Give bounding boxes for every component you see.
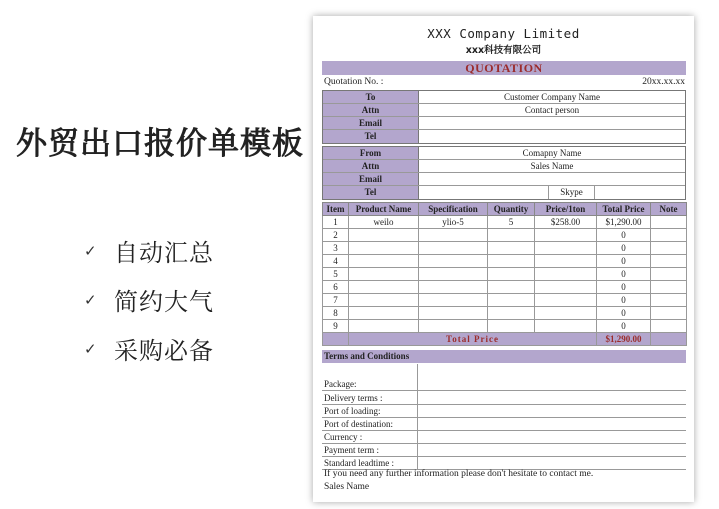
to-row — [323, 104, 685, 117]
table-cell[interactable]: ylio-5 — [419, 216, 488, 229]
terms-table — [322, 364, 686, 470]
table-cell[interactable] — [651, 268, 687, 281]
table-cell[interactable] — [488, 307, 535, 320]
table-cell[interactable] — [488, 242, 535, 255]
terms-label: Package: — [322, 364, 417, 390]
table-cell[interactable] — [651, 255, 687, 268]
feature-text: 简约大气 — [114, 288, 214, 316]
table-row — [323, 242, 687, 255]
to-row — [323, 91, 685, 104]
table-row — [323, 268, 687, 281]
table-cell[interactable] — [419, 268, 488, 281]
table-cell[interactable] — [488, 268, 535, 281]
field-label: To — [323, 91, 419, 103]
table-cell[interactable] — [419, 281, 488, 294]
to-row — [323, 130, 685, 143]
column-header: Item — [323, 203, 349, 216]
table-cell[interactable] — [488, 255, 535, 268]
field-label: Tel — [323, 186, 419, 199]
from-row — [323, 147, 685, 160]
quotation-date: 20xx.xx.xx — [642, 77, 685, 87]
table-cell[interactable]: 7 — [323, 294, 349, 307]
table-cell[interactable] — [419, 307, 488, 320]
terms-label: Port of destination: — [322, 417, 417, 430]
feature-text: 采购必备 — [114, 337, 214, 365]
field-value[interactable] — [419, 130, 685, 143]
table-cell[interactable] — [349, 229, 419, 242]
table-cell[interactable]: 0 — [597, 242, 651, 255]
column-header: Note — [651, 203, 687, 216]
from-row — [323, 160, 685, 173]
table-cell[interactable] — [419, 294, 488, 307]
table-cell[interactable]: 0 — [597, 281, 651, 294]
field-value[interactable] — [419, 173, 685, 185]
column-header: Product Name — [349, 203, 419, 216]
table-cell[interactable] — [651, 242, 687, 255]
terms-value[interactable] — [417, 456, 686, 469]
total-spacer — [323, 333, 349, 346]
table-cell[interactable]: 5 — [488, 216, 535, 229]
table-cell[interactable]: 4 — [323, 255, 349, 268]
table-cell[interactable] — [651, 307, 687, 320]
table-row — [323, 320, 687, 333]
terms-row — [322, 364, 686, 390]
field-label: Email — [323, 173, 419, 185]
to-block — [322, 90, 686, 144]
terms-row — [322, 430, 686, 443]
check-icon: ✓ — [84, 241, 97, 260]
terms-label: Payment term : — [322, 443, 417, 456]
field-value[interactable] — [419, 117, 685, 129]
table-cell[interactable] — [349, 307, 419, 320]
terms-label: Currency : — [322, 430, 417, 443]
total-value: $1,290.00 — [597, 333, 651, 346]
table-cell[interactable]: weilo — [349, 216, 419, 229]
table-cell[interactable] — [535, 242, 597, 255]
table-cell[interactable] — [535, 229, 597, 242]
terms-value[interactable] — [417, 364, 686, 390]
terms-title: Terms and Conditions — [322, 350, 686, 363]
table-cell[interactable]: 0 — [597, 320, 651, 333]
table-cell[interactable] — [488, 281, 535, 294]
quotation-sheet — [313, 16, 694, 502]
from-row — [323, 173, 685, 186]
table-cell[interactable] — [651, 294, 687, 307]
table-cell[interactable]: 0 — [597, 294, 651, 307]
quotation-no-label: Quotation No. : — [324, 77, 384, 87]
terms-label: Delivery terms : — [322, 390, 417, 404]
terms-row — [322, 390, 686, 404]
table-cell[interactable] — [419, 320, 488, 333]
table-cell[interactable]: 9 — [323, 320, 349, 333]
table-cell[interactable] — [535, 281, 597, 294]
field-label: Tel — [323, 130, 419, 143]
table-row — [323, 255, 687, 268]
skype-label: Skype — [549, 186, 595, 199]
table-cell[interactable]: $1,290.00 — [597, 216, 651, 229]
footer-signature: Sales Name — [324, 482, 370, 492]
table-cell[interactable] — [651, 281, 687, 294]
table-cell[interactable] — [535, 255, 597, 268]
table-cell[interactable] — [535, 307, 597, 320]
terms-value[interactable] — [417, 404, 686, 417]
terms-row — [322, 404, 686, 417]
feature-item — [84, 324, 214, 373]
table-cell[interactable] — [349, 320, 419, 333]
table-cell[interactable] — [349, 281, 419, 294]
table-cell[interactable]: 2 — [323, 229, 349, 242]
table-cell[interactable]: 6 — [323, 281, 349, 294]
table-cell[interactable] — [349, 255, 419, 268]
footer-note: If you need any further information please don't hesitate to contact me. — [324, 469, 594, 479]
table-cell[interactable]: 5 — [323, 268, 349, 281]
field-label: Email — [323, 117, 419, 129]
table-row — [323, 216, 687, 229]
table-cell[interactable] — [419, 229, 488, 242]
check-icon: ✓ — [84, 339, 97, 358]
field-label: Attn — [323, 160, 419, 172]
table-cell[interactable]: 0 — [597, 229, 651, 242]
table-cell[interactable] — [488, 294, 535, 307]
table-cell[interactable]: 3 — [323, 242, 349, 255]
table-cell[interactable]: 0 — [597, 307, 651, 320]
table-cell[interactable] — [651, 320, 687, 333]
terms-value[interactable] — [417, 443, 686, 456]
table-cell[interactable] — [535, 268, 597, 281]
table-cell[interactable] — [349, 268, 419, 281]
to-row — [323, 117, 685, 130]
terms-row — [322, 443, 686, 456]
tel-value[interactable] — [419, 186, 549, 199]
total-note — [651, 333, 687, 346]
column-header: Price/1ton — [535, 203, 597, 216]
terms-value[interactable] — [417, 390, 686, 404]
column-header: Total Price — [597, 203, 651, 216]
table-cell[interactable]: 0 — [597, 268, 651, 281]
skype-value[interactable] — [595, 186, 685, 199]
total-label: Total Price — [349, 333, 597, 346]
field-value[interactable]: Customer Company Name — [504, 92, 600, 102]
company-name-cn: xxx科技有限公司 — [465, 45, 542, 56]
column-header: Quantity — [488, 203, 535, 216]
quotation-banner: QUOTATION — [322, 61, 686, 75]
terms-label: Standard leadtime : — [322, 456, 417, 469]
table-row — [323, 294, 687, 307]
field-label: From — [323, 147, 419, 159]
from-block — [322, 146, 686, 200]
table-cell[interactable] — [488, 320, 535, 333]
company-name: XXX Company Limited — [427, 26, 580, 41]
table-cell[interactable] — [535, 294, 597, 307]
terms-value[interactable] — [417, 430, 686, 443]
tel-skype-row — [419, 186, 685, 199]
table-cell[interactable] — [651, 216, 687, 229]
table-row — [323, 229, 687, 242]
terms-label: Port of loading: — [322, 404, 417, 417]
table-header-row — [323, 203, 687, 216]
terms-row — [322, 417, 686, 430]
total-row — [323, 333, 687, 346]
table-cell[interactable] — [535, 320, 597, 333]
items-table — [322, 202, 687, 346]
table-cell[interactable]: $258.00 — [535, 216, 597, 229]
feature-item — [84, 275, 214, 324]
terms-value[interactable] — [417, 417, 686, 430]
table-row — [323, 307, 687, 320]
field-value[interactable]: Contact person — [524, 105, 580, 115]
terms-row — [322, 456, 686, 469]
table-cell[interactable] — [349, 294, 419, 307]
check-icon: ✓ — [84, 290, 97, 309]
feature-list — [84, 226, 214, 373]
feature-text: 自动汇总 — [114, 239, 214, 267]
table-cell[interactable] — [651, 229, 687, 242]
table-cell[interactable] — [419, 255, 488, 268]
table-cell[interactable]: 0 — [597, 255, 651, 268]
table-cell[interactable] — [349, 242, 419, 255]
from-row — [323, 186, 685, 199]
table-cell[interactable]: 1 — [323, 216, 349, 229]
field-value[interactable]: Sales Name — [530, 161, 574, 171]
column-header: Specification — [419, 203, 488, 216]
table-cell[interactable] — [488, 229, 535, 242]
field-label: Attn — [323, 104, 419, 116]
feature-item — [84, 226, 214, 275]
table-cell[interactable]: 8 — [323, 307, 349, 320]
promo-title: 外贸出口报价单模板 — [16, 126, 304, 162]
table-row — [323, 281, 687, 294]
field-value[interactable]: Comapny Name — [522, 148, 582, 158]
table-cell[interactable] — [419, 242, 488, 255]
